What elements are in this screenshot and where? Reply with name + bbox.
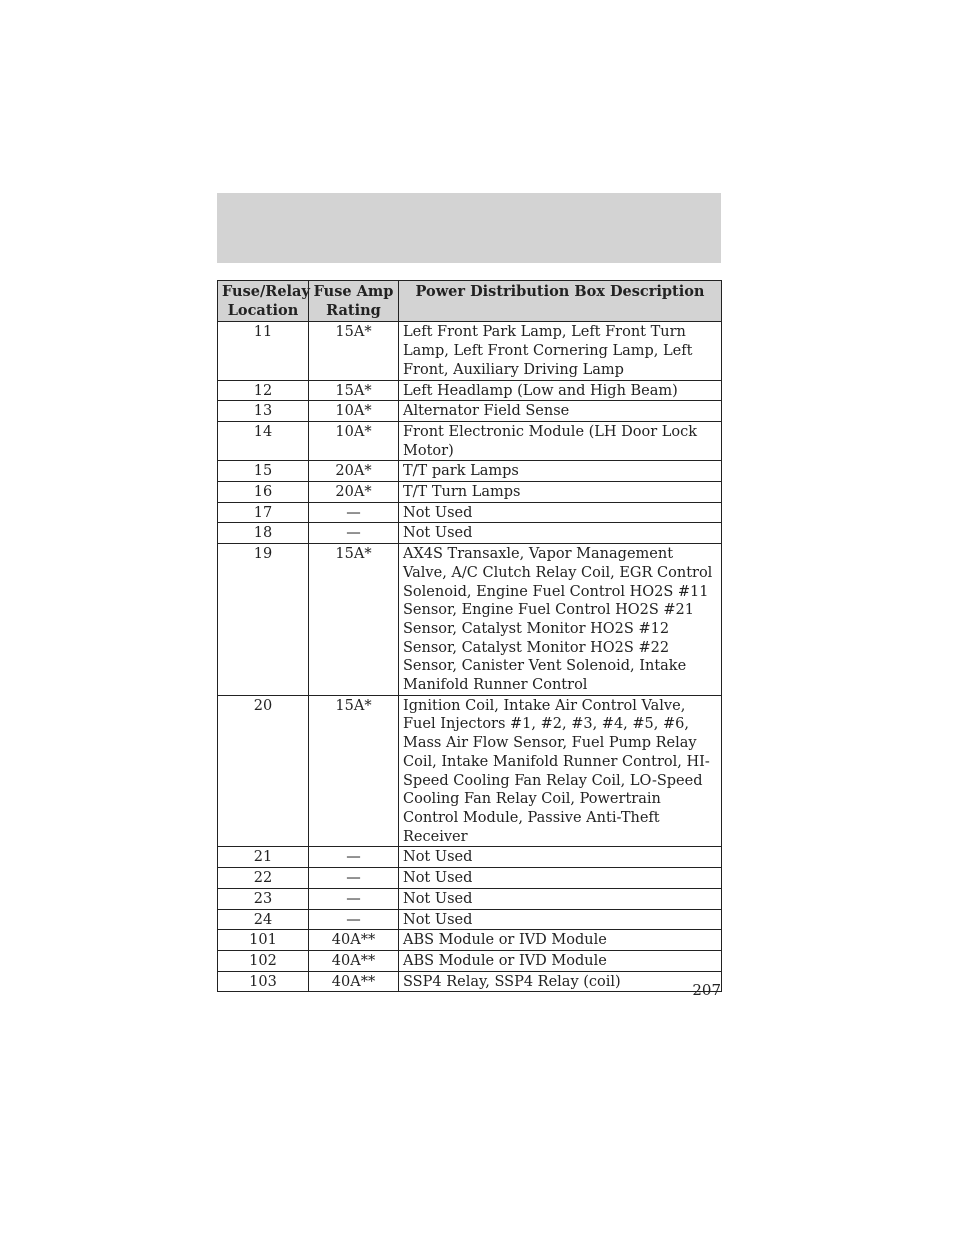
table-row	[218, 523, 722, 544]
fuse-location-cell: 18	[218, 523, 309, 544]
description-cell: Alternator Field Sense	[399, 401, 722, 422]
description-cell: Not Used	[399, 888, 722, 909]
description-cell: Left Front Park Lamp, Left Front Turn Lamp, Left Front Cornering Lamp, Left Front, Auxiliary Driving Lamp	[399, 322, 722, 380]
amp-rating-cell: 40A**	[309, 971, 399, 992]
table-row	[218, 502, 722, 523]
fuse-location-cell: 22	[218, 868, 309, 889]
fuse-location-cell: 102	[218, 950, 309, 971]
description-cell: SSP4 Relay, SSP4 Relay (coil)	[399, 971, 722, 992]
fuse-location-cell: 13	[218, 401, 309, 422]
description-cell: T/T Turn Lamps	[399, 482, 722, 503]
table-row	[218, 888, 722, 909]
fuse-location-cell: 20	[218, 695, 309, 847]
description-cell: Not Used	[399, 909, 722, 930]
table-row	[218, 322, 722, 380]
amp-rating-cell: —	[309, 523, 399, 544]
table-row	[218, 421, 722, 460]
amp-rating-cell: 10A*	[309, 421, 399, 460]
amp-rating-cell: 15A*	[309, 380, 399, 401]
fuse-location-cell: 24	[218, 909, 309, 930]
table-row	[218, 847, 722, 868]
fuse-location-cell: 17	[218, 502, 309, 523]
table-row	[218, 695, 722, 847]
description-cell: Not Used	[399, 523, 722, 544]
amp-rating-cell: —	[309, 909, 399, 930]
description-cell: Ignition Coil, Intake Air Control Valve, Fuel Injectors #1, #2, #3, #4, #5, #6, Mass Air Flow Sensor, Fuel Pump Relay Coil, Intake Manifold Runner Control, HI-Speed Cooling Fan Relay Coil, LO-Speed Cooling Fan Relay Coil, Powertrain Control Module, Passive Anti-Theft Receiver	[399, 695, 722, 847]
fuse-location-cell: 21	[218, 847, 309, 868]
amp-rating-cell: —	[309, 502, 399, 523]
fuse-location-cell: 19	[218, 544, 309, 696]
fuse-location-cell: 103	[218, 971, 309, 992]
table-row	[218, 544, 722, 696]
description-cell: ABS Module or IVD Module	[399, 930, 722, 951]
fuse-table	[217, 280, 722, 992]
header-description: Power Distribution Box Description	[399, 281, 722, 322]
amp-rating-cell: 15A*	[309, 544, 399, 696]
fuse-location-cell: 15	[218, 461, 309, 482]
description-cell: ABS Module or IVD Module	[399, 950, 722, 971]
table-row	[218, 461, 722, 482]
amp-rating-cell: 40A**	[309, 930, 399, 951]
description-cell: Front Electronic Module (LH Door Lock Motor)	[399, 421, 722, 460]
description-cell: Left Headlamp (Low and High Beam)	[399, 380, 722, 401]
amp-rating-cell: —	[309, 847, 399, 868]
amp-rating-cell: 10A*	[309, 401, 399, 422]
section-header-band	[217, 193, 721, 263]
page-number: 207	[692, 981, 721, 999]
table-row	[218, 380, 722, 401]
amp-rating-cell: 20A*	[309, 482, 399, 503]
amp-rating-cell: 20A*	[309, 461, 399, 482]
description-cell: T/T park Lamps	[399, 461, 722, 482]
fuse-location-cell: 14	[218, 421, 309, 460]
amp-rating-cell: 15A*	[309, 695, 399, 847]
table-header-row	[218, 281, 722, 322]
fuse-location-cell: 101	[218, 930, 309, 951]
fuse-location-cell: 16	[218, 482, 309, 503]
table-row	[218, 401, 722, 422]
table-row	[218, 971, 722, 992]
header-location: Fuse/Relay Location	[218, 281, 309, 322]
fuse-location-cell: 11	[218, 322, 309, 380]
amp-rating-cell: 15A*	[309, 322, 399, 380]
description-cell: Not Used	[399, 868, 722, 889]
fuse-location-cell: 23	[218, 888, 309, 909]
table-row	[218, 482, 722, 503]
description-cell: AX4S Transaxle, Vapor Management Valve, A/C Clutch Relay Coil, EGR Control Solenoid, Engine Fuel Control HO2S #11 Sensor, Engine Fuel Control HO2S #21 Sensor, Catalyst Monitor HO2S #12 Sensor, Catalyst Monitor HO2S #22 Sensor, Canister Vent Solenoid, Intake Manifold Runner Control	[399, 544, 722, 696]
description-cell: Not Used	[399, 502, 722, 523]
amp-rating-cell: 40A**	[309, 950, 399, 971]
table-row	[218, 930, 722, 951]
table-row	[218, 950, 722, 971]
amp-rating-cell: —	[309, 868, 399, 889]
table-row	[218, 868, 722, 889]
description-cell: Not Used	[399, 847, 722, 868]
table-row	[218, 909, 722, 930]
header-amp-rating: Fuse Amp Rating	[309, 281, 399, 322]
table-body	[218, 322, 722, 992]
amp-rating-cell: —	[309, 888, 399, 909]
fuse-location-cell: 12	[218, 380, 309, 401]
